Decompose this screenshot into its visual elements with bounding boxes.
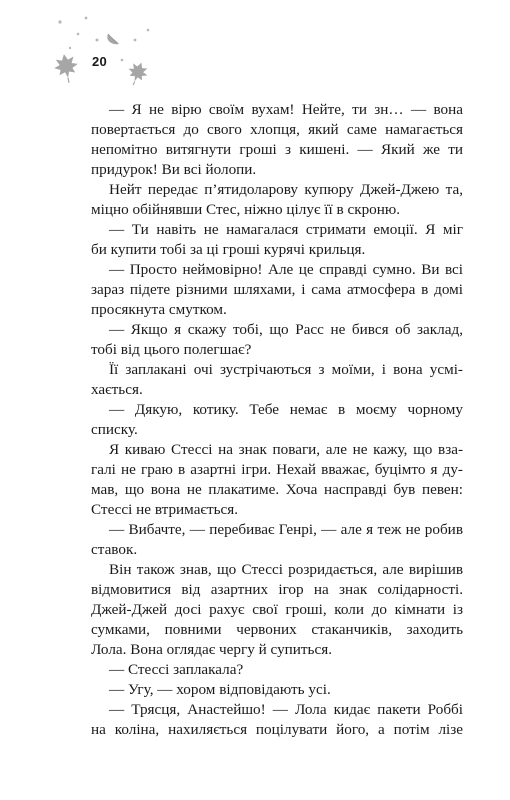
text-line: — Стессі заплакала? — [109, 661, 244, 678]
text-line: — Угу, — хором відповідають усі. — [109, 681, 331, 698]
ornament-dot — [96, 39, 99, 42]
text-line: Нейт передає п’ятидоларову купюру Джей-Джею та, — [109, 181, 463, 198]
page-number: 20 — [92, 54, 108, 69]
maple-leaf-left-icon — [52, 52, 81, 85]
text-line: Джей-Джей досі рахує свої гроші, коли до кімнати із — [91, 601, 463, 618]
text-line: мав, що вона не плакатиме. Хоча насправді був певен: — [91, 481, 463, 498]
ornament-dot — [121, 59, 124, 62]
text-line: міцно обійнявши Стес, ніжно цілує її в скроню. — [91, 201, 401, 218]
text-line: галі не граю в азартні ігри. Нехай вважає, буцімто я ду- — [91, 461, 463, 478]
text-line: відмовитися від азартних ігор на знак солідарності. — [91, 581, 463, 598]
text-line: би купити тобі за ці гроші курячі крильця. — [91, 241, 366, 258]
text-line: зараз підете різними шляхами, і сама атмосфера в домі — [91, 281, 463, 298]
text-line: на коліна, нахиляється поцілувати його, а потім лізе — [91, 721, 463, 738]
text-line: непомітно витягнути гроші з кишені. — Який же ти — [91, 141, 463, 158]
text-line: просякнута смутком. — [91, 301, 227, 318]
text-line: — Трясця, Анастейшо! — Лола кидає пакети Роббі — [109, 701, 463, 718]
leaves-ornament-icon — [0, 0, 200, 90]
text-line: Я киваю Стессі на знак поваги, але не кажу, що взa- — [109, 441, 463, 458]
text-line: хається. — [91, 381, 143, 398]
ornament-dot — [134, 39, 137, 42]
ornament-dot — [85, 17, 88, 20]
text-line: — Вибачте, — перебиває Генрі, — але я теж не робив — [109, 521, 463, 538]
text-line: ставок. — [91, 541, 138, 558]
text-line: — Якщо я скажу тобі, що Расс не бився об заклад, — [109, 321, 463, 338]
text-line: повертається до свого хлопця, який саме намагається — [91, 121, 463, 138]
ornament-dot — [69, 47, 71, 49]
text-line: списку. — [91, 421, 138, 438]
text-line: — Ти навіть не намагалася стримати емоції. Я міг — [109, 221, 463, 238]
ornament-dot — [147, 29, 150, 32]
text-line: Її заплакані очі зустрічаються з моїми, і вона усмі- — [109, 361, 463, 378]
text-line: сумками, повними червоних стаканчиків, заходить — [91, 621, 463, 638]
chapter-text — [91, 100, 463, 740]
page-header — [0, 0, 510, 90]
maple-leaf-right-icon — [124, 59, 151, 88]
text-line: — Я не вірю своїм вухам! Нейте, ти зн… — вона — [109, 101, 463, 118]
text-line: Стессі не втримається. — [91, 501, 239, 518]
text-line: придурок! Ви всі йолопи. — [91, 161, 257, 178]
text-line: — Дякую, котику. Тебе немає в моєму чорному — [109, 401, 463, 418]
ornament-dot — [58, 20, 61, 23]
text-line: Він також знав, що Стессі розридається, але вирішив — [109, 561, 463, 578]
text-line: Лола. Вона оглядає чергу й супиться. — [91, 641, 333, 658]
text-line: тобі від цього полегшає? — [91, 341, 252, 358]
text-line: — Просто неймовірно! Але це справді сумно. Ви всі — [109, 261, 463, 278]
ornament-dot — [77, 33, 80, 36]
